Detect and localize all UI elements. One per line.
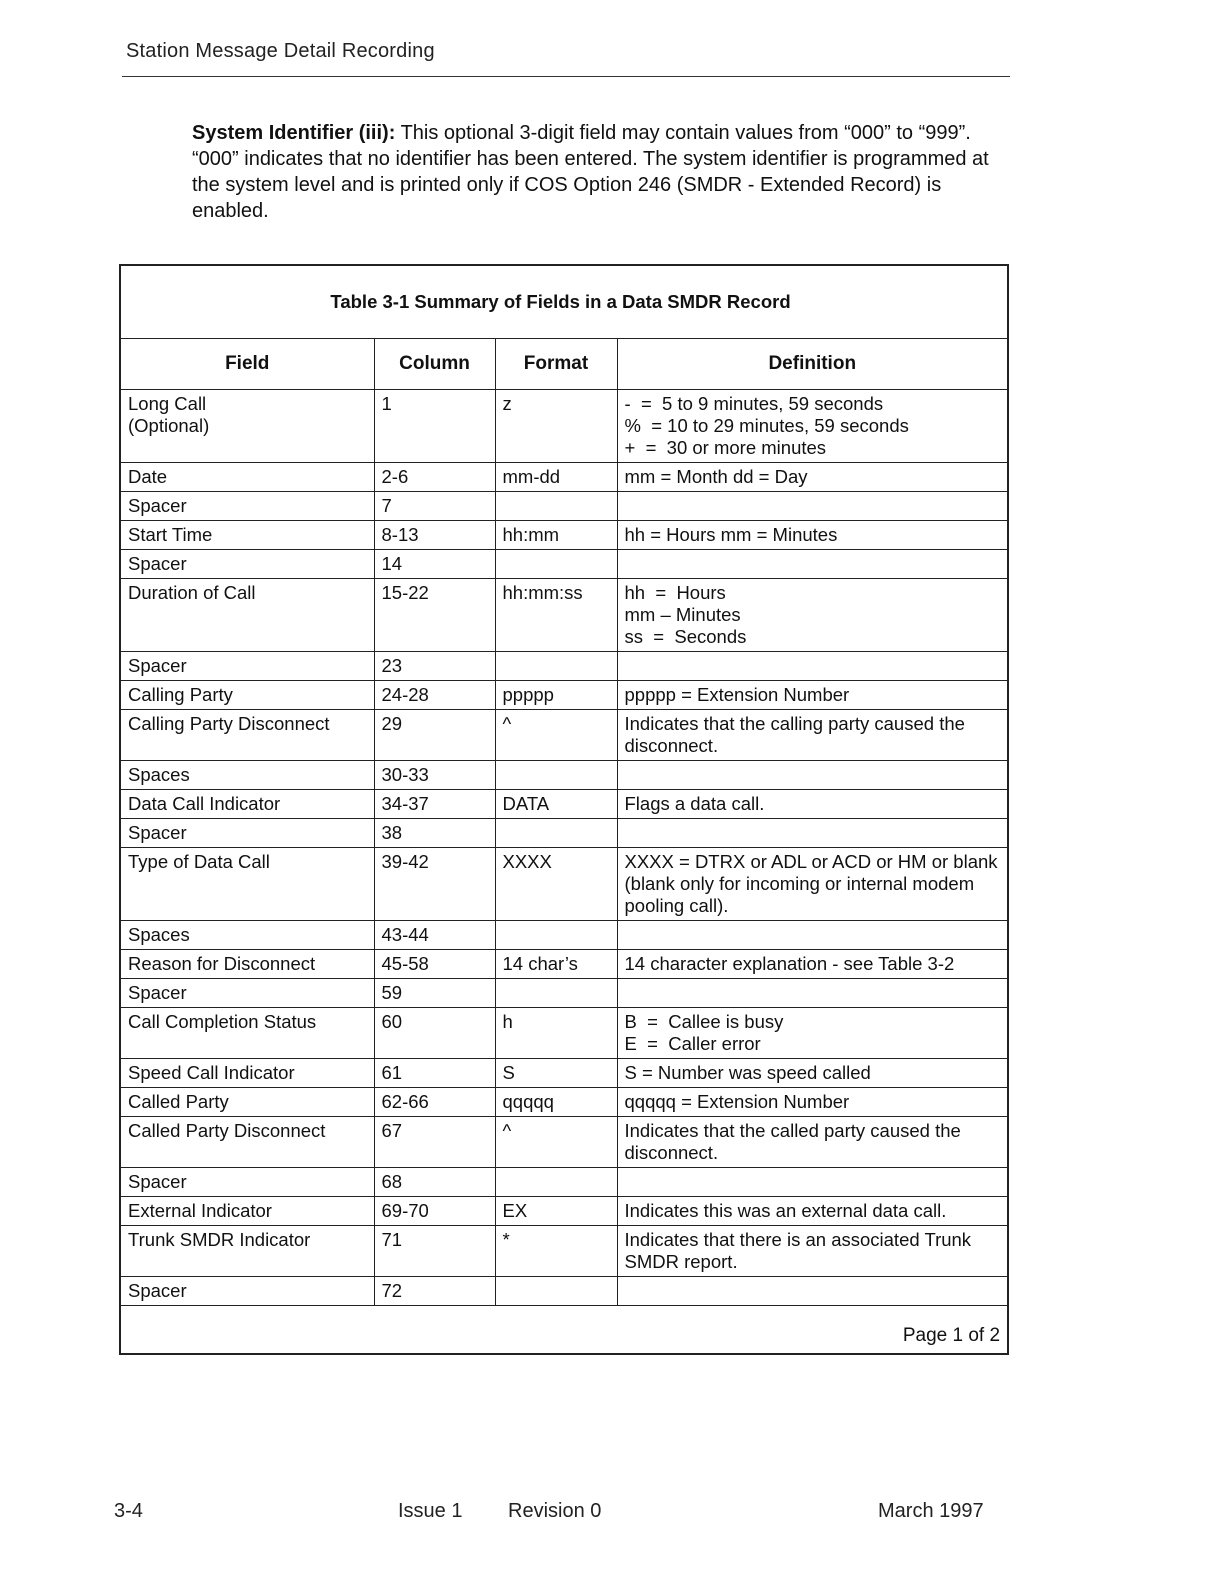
definition-cell: mm = Month dd = Day — [617, 463, 1008, 492]
definition-cell: ppppp = Extension Number — [617, 681, 1008, 710]
field-cell: Spacer — [120, 550, 374, 579]
column-cell: 68 — [374, 1168, 495, 1197]
table-row — [120, 1168, 1008, 1197]
field-cell: Date — [120, 463, 374, 492]
field-cell: Spacer — [120, 492, 374, 521]
column-header-definition: Definition — [617, 339, 1008, 390]
table-row — [120, 1226, 1008, 1277]
field-cell: Spaces — [120, 761, 374, 790]
format-cell: h — [495, 1008, 617, 1059]
definition-cell — [617, 652, 1008, 681]
table-page-label: Page 1 of 2 — [120, 1306, 1008, 1355]
table-row — [120, 492, 1008, 521]
field-cell: Data Call Indicator — [120, 790, 374, 819]
format-cell — [495, 819, 617, 848]
table-row — [120, 1008, 1008, 1059]
field-cell: External Indicator — [120, 1197, 374, 1226]
field-cell: Spacer — [120, 979, 374, 1008]
column-cell: 15-22 — [374, 579, 495, 652]
definition-cell — [617, 1277, 1008, 1306]
table-row — [120, 550, 1008, 579]
column-cell: 43-44 — [374, 921, 495, 950]
field-cell: Trunk SMDR Indicator — [120, 1226, 374, 1277]
table-row — [120, 390, 1008, 463]
table-row — [120, 790, 1008, 819]
format-cell: DATA — [495, 790, 617, 819]
format-cell: S — [495, 1059, 617, 1088]
definition-cell: Indicates that the called party caused the disconnect. — [617, 1117, 1008, 1168]
definition-cell: Indicates that there is an associated Trunk SMDR report. — [617, 1226, 1008, 1277]
footer-page-number: 3-4 — [114, 1500, 143, 1522]
table-row — [120, 761, 1008, 790]
definition-cell: S = Number was speed called — [617, 1059, 1008, 1088]
format-cell — [495, 550, 617, 579]
column-cell: 38 — [374, 819, 495, 848]
field-cell: Called Party — [120, 1088, 374, 1117]
intro-paragraph — [192, 120, 992, 224]
table-caption: Table 3-1 Summary of Fields in a Data SMDR Record — [120, 265, 1008, 339]
definition-cell-line: E = Caller error — [624, 1033, 761, 1054]
intro-label: System Identifier (iii): — [192, 122, 396, 144]
table-row — [120, 579, 1008, 652]
field-cell: Duration of Call — [120, 579, 374, 652]
table-row — [120, 710, 1008, 761]
definition-cell — [617, 819, 1008, 848]
format-cell: qqqqq — [495, 1088, 617, 1117]
definition-cell: Indicates this was an external data call. — [617, 1197, 1008, 1226]
format-cell: EX — [495, 1197, 617, 1226]
definition-cell — [617, 579, 1008, 652]
table-row — [120, 950, 1008, 979]
table-row — [120, 1197, 1008, 1226]
field-cell: Spacer — [120, 652, 374, 681]
definition-cell — [617, 761, 1008, 790]
column-cell: 39-42 — [374, 848, 495, 921]
column-cell: 7 — [374, 492, 495, 521]
field-cell: Start Time — [120, 521, 374, 550]
column-cell: 60 — [374, 1008, 495, 1059]
definition-cell — [617, 1008, 1008, 1059]
definition-cell-line: + = 30 or more minutes — [624, 437, 827, 458]
format-cell — [495, 652, 617, 681]
table-row — [120, 652, 1008, 681]
running-header: Station Message Detail Recording — [126, 40, 435, 62]
definition-cell — [617, 550, 1008, 579]
table-row — [120, 819, 1008, 848]
definition-cell-line: ss = Seconds — [624, 626, 747, 647]
format-cell — [495, 492, 617, 521]
column-cell: 71 — [374, 1226, 495, 1277]
format-cell: ^ — [495, 1117, 617, 1168]
field-cell-line: Long Call — [128, 393, 207, 414]
column-cell: 23 — [374, 652, 495, 681]
column-cell: 2-6 — [374, 463, 495, 492]
column-cell: 69-70 — [374, 1197, 495, 1226]
table-row — [120, 521, 1008, 550]
table-footer-row — [120, 1306, 1008, 1355]
column-cell: 1 — [374, 390, 495, 463]
fields-table — [119, 264, 1009, 1355]
definition-cell-line: mm – Minutes — [624, 604, 741, 625]
definition-cell — [617, 390, 1008, 463]
field-cell — [120, 390, 374, 463]
field-cell: Reason for Disconnect — [120, 950, 374, 979]
definition-cell: hh = Hours mm = Minutes — [617, 521, 1008, 550]
definition-cell — [617, 979, 1008, 1008]
definition-cell-line: % = 10 to 29 minutes, 59 seconds — [624, 415, 909, 436]
definition-cell — [617, 1168, 1008, 1197]
format-cell: mm-dd — [495, 463, 617, 492]
definition-cell — [617, 492, 1008, 521]
format-cell — [495, 921, 617, 950]
format-cell — [495, 979, 617, 1008]
field-cell: Spaces — [120, 921, 374, 950]
definition-cell-line: - = 5 to 9 minutes, 59 seconds — [624, 393, 884, 414]
definition-cell-line: B = Callee is busy — [624, 1011, 784, 1032]
table-row — [120, 921, 1008, 950]
field-cell: Spacer — [120, 1168, 374, 1197]
field-cell: Spacer — [120, 1277, 374, 1306]
definition-cell: 14 character explanation - see Table 3-2 — [617, 950, 1008, 979]
column-cell: 45-58 — [374, 950, 495, 979]
intro-text: This optional 3-digit field may contain values from “000” to “999”. “000” indicates that no identifier has been entered. The system identifier is programmed at the system level and is printed only if COS Option 246 (SMDR - Extended Record) is enabled. — [192, 122, 989, 222]
table-row — [120, 681, 1008, 710]
table-row — [120, 1059, 1008, 1088]
column-header-field: Field — [120, 339, 374, 390]
format-cell — [495, 1277, 617, 1306]
table-caption-row — [120, 265, 1008, 339]
format-cell: ppppp — [495, 681, 617, 710]
format-cell: XXXX — [495, 848, 617, 921]
column-header-column: Column — [374, 339, 495, 390]
footer-issue: Issue 1 — [398, 1500, 463, 1522]
field-cell: Called Party Disconnect — [120, 1117, 374, 1168]
field-cell: Calling Party Disconnect — [120, 710, 374, 761]
fields-table-container — [119, 264, 1007, 1355]
table-header-row — [120, 339, 1008, 390]
header-divider — [122, 76, 1010, 77]
format-cell: z — [495, 390, 617, 463]
format-cell: hh:mm — [495, 521, 617, 550]
footer-revision: Revision 0 — [508, 1500, 602, 1522]
column-cell: 29 — [374, 710, 495, 761]
definition-cell — [617, 921, 1008, 950]
definition-cell: XXXX = DTRX or ADL or ACD or HM or blank (blank only for incoming or internal modem pooling call). — [617, 848, 1008, 921]
format-cell — [495, 761, 617, 790]
format-cell: * — [495, 1226, 617, 1277]
definition-cell-line: hh = Hours — [624, 582, 726, 603]
table-row — [120, 463, 1008, 492]
column-cell: 30-33 — [374, 761, 495, 790]
definition-cell: Indicates that the calling party caused the disconnect. — [617, 710, 1008, 761]
field-cell: Call Completion Status — [120, 1008, 374, 1059]
column-cell: 24-28 — [374, 681, 495, 710]
table-row — [120, 848, 1008, 921]
table-row — [120, 979, 1008, 1008]
table-body — [120, 390, 1008, 1306]
field-cell: Type of Data Call — [120, 848, 374, 921]
column-cell: 14 — [374, 550, 495, 579]
column-cell: 59 — [374, 979, 495, 1008]
column-cell: 61 — [374, 1059, 495, 1088]
table-row — [120, 1277, 1008, 1306]
field-cell-line: (Optional) — [128, 415, 210, 436]
definition-cell: qqqqq = Extension Number — [617, 1088, 1008, 1117]
column-cell: 72 — [374, 1277, 495, 1306]
column-cell: 34-37 — [374, 790, 495, 819]
format-cell — [495, 1168, 617, 1197]
column-header-format: Format — [495, 339, 617, 390]
format-cell: hh:mm:ss — [495, 579, 617, 652]
column-cell: 62-66 — [374, 1088, 495, 1117]
field-cell: Calling Party — [120, 681, 374, 710]
format-cell: 14 char’s — [495, 950, 617, 979]
table-row — [120, 1117, 1008, 1168]
field-cell: Spacer — [120, 819, 374, 848]
field-cell: Speed Call Indicator — [120, 1059, 374, 1088]
definition-cell: Flags a data call. — [617, 790, 1008, 819]
column-cell: 8-13 — [374, 521, 495, 550]
column-cell: 67 — [374, 1117, 495, 1168]
footer-date: March 1997 — [878, 1500, 984, 1522]
format-cell: ^ — [495, 710, 617, 761]
table-row — [120, 1088, 1008, 1117]
